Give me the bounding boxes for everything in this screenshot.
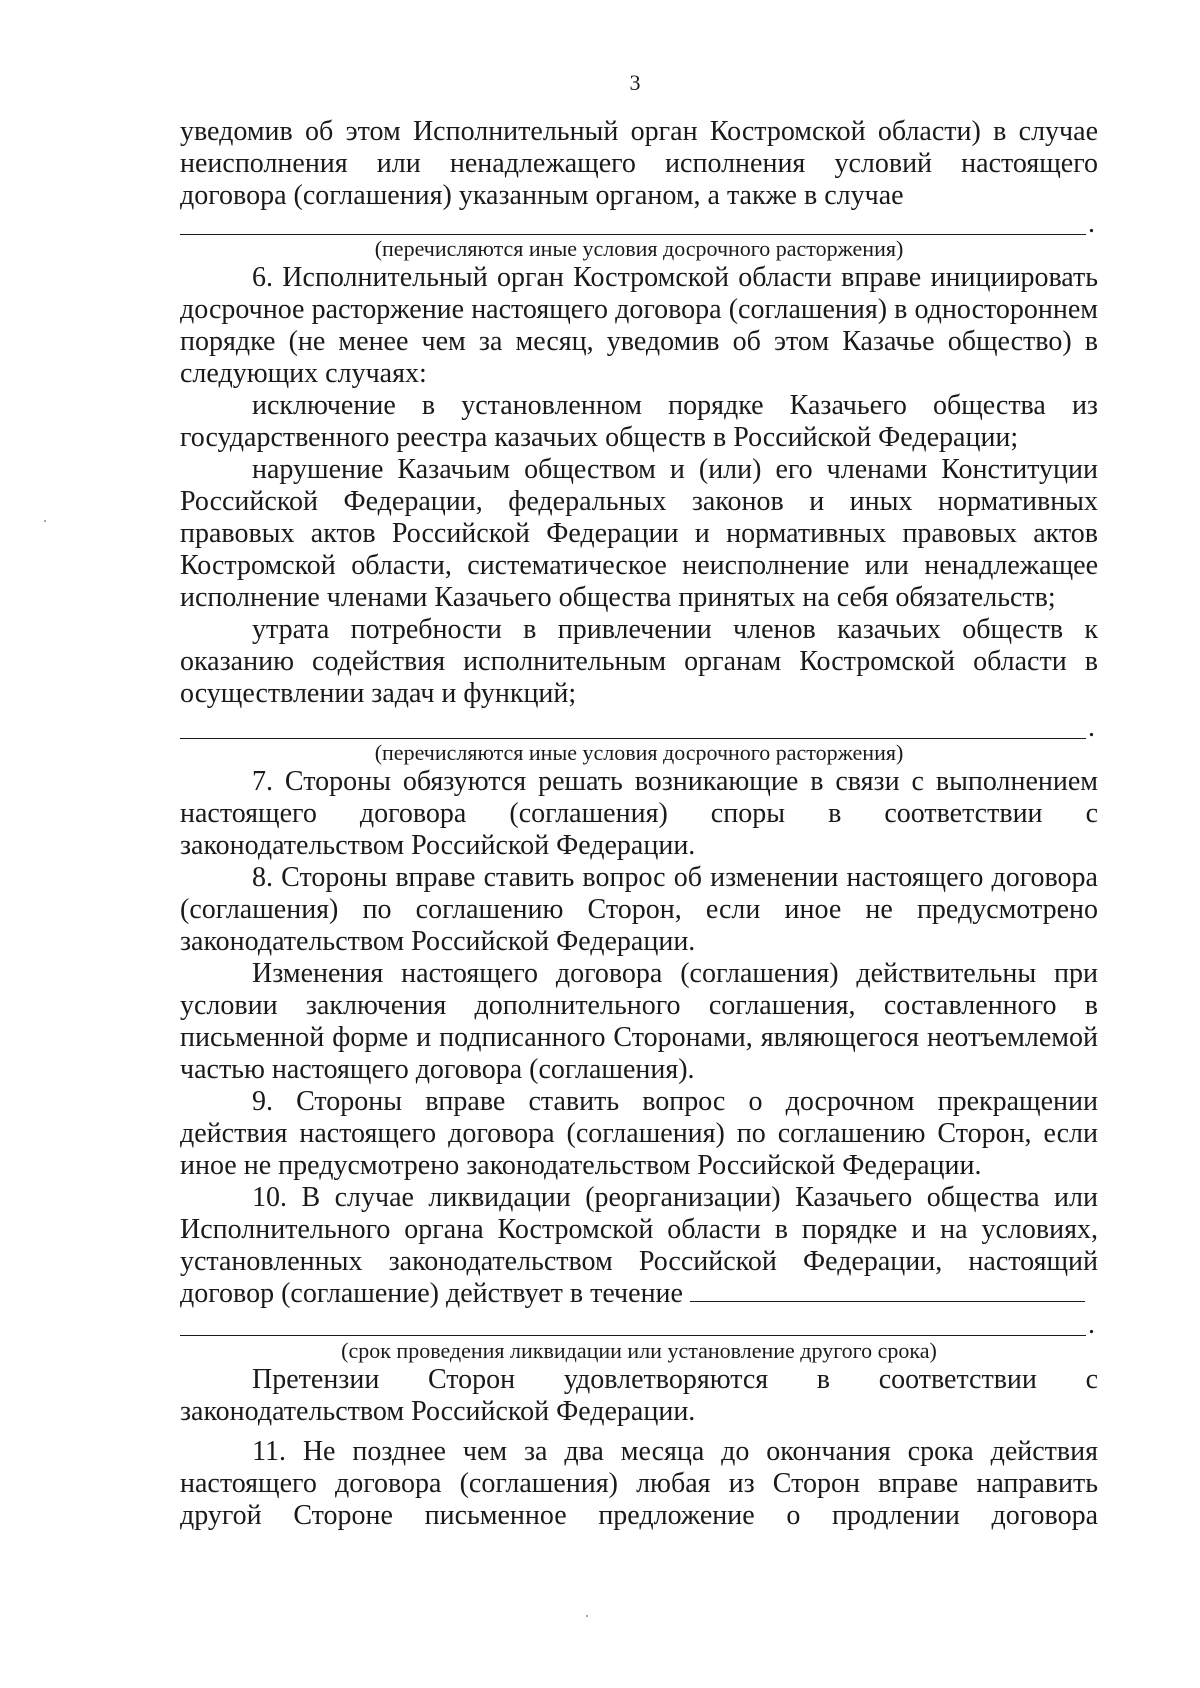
paragraph-6-case-need-loss: утрата потребности в привлечении членов казачьих обществ к оказанию содействия исполнительным органам Костромской области в осуществлении задач и функций; <box>180 614 1098 709</box>
caption-early-termination-2: (перечисляются иные условия досрочного расторжения) <box>374 740 904 765</box>
term-fill-in-blank <box>690 1279 1085 1302</box>
paragraph-10: 10. В случае ликвидации (реорганизации) Казачьего общества или Исполнительного органа Костромской области в порядке и на условиях, установленных законодательством Российской Федерации, настоящий <box>180 1182 1098 1277</box>
paragraph-6-case-exclusion: исключение в установленном порядке Казачьего общества из государственного реестра казачьих обществ в Российской Федерации; <box>180 390 1098 453</box>
paragraph-11: 11. Не позднее чем за два месяца до окончания срока действия настоящего договора (соглашения) любая из Сторон вправе направить другой Стороне письменное предложение о продлении договора <box>180 1436 1098 1531</box>
caption-liquidation-term: (срок проведения ликвидации или установление другого срока) <box>341 1338 937 1363</box>
fill-in-line-3 <box>180 1335 1086 1336</box>
scan-speck <box>586 1615 588 1617</box>
paragraph-10-term-text: договор (соглашение) действует в течение <box>180 1278 683 1309</box>
fill-in-line-1 <box>180 234 1086 235</box>
caption-early-termination-1: (перечисляются иные условия досрочного расторжения) <box>374 236 904 261</box>
paragraph-8: 8. Стороны вправе ставить вопрос об изменении настоящего договора (соглашения) по соглашению Сторон, если иное не предусмотрено законодательством Российской Федерации. <box>180 862 1098 957</box>
paragraph-7: 7. Стороны обязуются решать возникающие в связи с выполнением настоящего договора (соглашения) споры в соответствии с законодательством Российской Федерации. <box>180 766 1098 861</box>
fill-in-line-2 <box>180 738 1086 739</box>
page-number: 3 <box>629 70 641 95</box>
line-end-dot: . <box>1088 712 1095 743</box>
paragraph-8-amendments: Изменения настоящего договора (соглашения) действительны при условии заключения дополнительного соглашения, составленного в письменной форме и подписанного Сторонами, являющегося неотъемлемой частью настоящего договора (соглашения). <box>180 958 1098 1085</box>
paragraph-continuation: уведомив об этом Исполнительный орган Костромской области) в случае неисполнения или ненадлежащего исполнения условий настоящего договора (соглашения) указанным органом, а также в случае <box>180 116 1098 211</box>
paragraph-claims: Претензии Сторон удовлетворяются в соответствии с законодательством Российской Федерации. <box>180 1364 1098 1427</box>
paragraph-6: 6. Исполнительный орган Костромской области вправе инициировать досрочное расторжение настоящего договора (соглашения) в одностороннем порядке (не менее чем за месяц, уведомив об этом Казачье общество) в следующих случаях: <box>180 262 1098 389</box>
scan-speck <box>44 520 46 522</box>
paragraph-10-term-line <box>180 1278 1098 1310</box>
paragraph-6-case-violation: нарушение Казачьим обществом и (или) его членами Конституции Российской Федерации, федеральных законов и иных нормативных правовых актов Российской Федерации и нормативных правовых актов Костромской области, систематическое неисполнение или ненадлежащее исполнение членами Казачьего общества принятых на себя обязательств; <box>180 454 1098 613</box>
line-end-dot: . <box>1088 208 1095 239</box>
paragraph-9: 9. Стороны вправе ставить вопрос о досрочном прекращении действия настоящего договора (соглашения) по соглашению Сторон, если иное не предусмотрено законодательством Российской Федерации. <box>180 1086 1098 1181</box>
line-end-dot: . <box>1088 1309 1095 1340</box>
